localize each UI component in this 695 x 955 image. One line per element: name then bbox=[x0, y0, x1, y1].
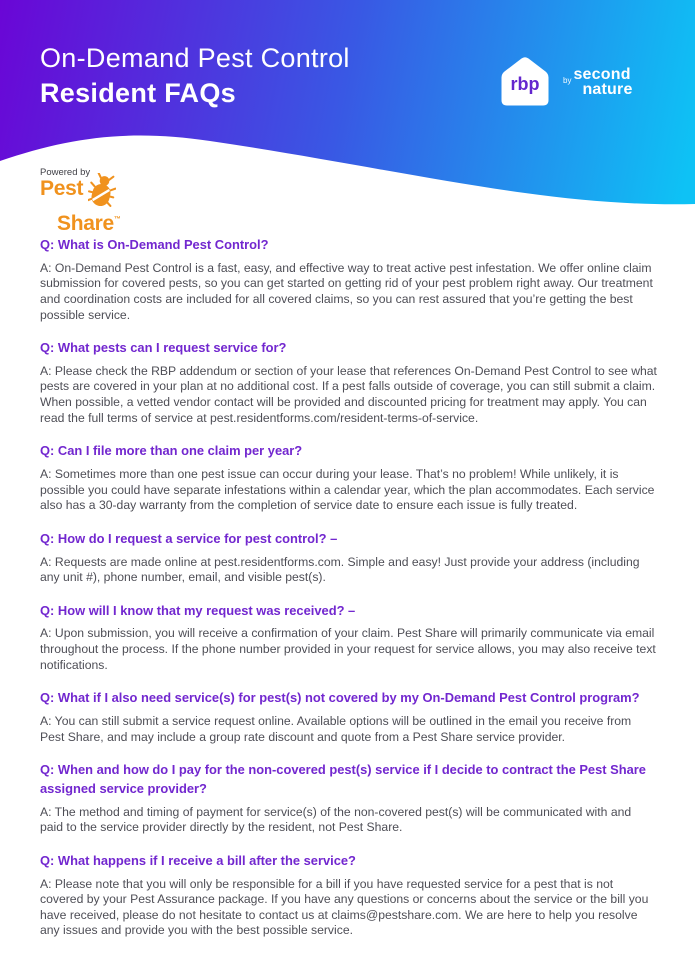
rbp-second-nature-logo bbox=[497, 52, 633, 112]
faq-answer: A: Sometimes more than one pest issue can occur during your lease. That’s no problem! While unlikely, it is possible you could have separate infestations within a calendar year, which the plan accommodates. Each service also has a 30-day warranty from the completion of service date to ensure each issue is fully treated. bbox=[40, 466, 655, 513]
pestshare-word-pest: Pest bbox=[40, 177, 84, 200]
byline-by: by bbox=[563, 75, 572, 85]
faq-question: Q: What pests can I request service for? bbox=[40, 340, 287, 356]
beetle-icon bbox=[88, 173, 116, 214]
trademark-symbol: ™ bbox=[113, 216, 121, 223]
second-nature-wordmark bbox=[563, 67, 633, 97]
page-title-line2: Resident FAQs bbox=[40, 77, 236, 108]
faq-answer: A: Please check the RBP addendum or section of your lease that references On-Demand Pest Control to see what pests are covered in your plan at no additional cost. If a pest falls outside of coverage, you can still submit a claim. When possible, a vetted vendor contact will be provided and discounted pricing for treatment may apply. You can read the full terms of service at pest.residentforms.com/resident-terms-of-service. bbox=[40, 363, 657, 425]
faq-question: Q: Can I file more than one claim per year? bbox=[40, 443, 303, 459]
faq-list bbox=[40, 236, 657, 955]
byline-nature: nature bbox=[582, 81, 633, 98]
faq-question: Q: What happens if I receive a bill after the service? bbox=[40, 852, 356, 868]
pestshare-word-share: Share bbox=[57, 212, 114, 235]
faq-answer: A: You can still submit a service request online. Available options will be outlined in the email you receive from Pest Share, and may include a group rate discount and quote from a Pest Share service provider. bbox=[40, 713, 632, 744]
faq-question: Q: What is On-Demand Pest Control? bbox=[40, 237, 269, 252]
faq-answer: A: The method and timing of payment for service(s) of the non-covered pest(s) will be communicated with and paid to the service provider directly by the resident, not Pest Share. bbox=[40, 804, 632, 835]
faq-question: Q: How will I know that my request was received? – bbox=[40, 602, 356, 618]
powered-by-label: Powered by bbox=[40, 167, 91, 178]
page-title-line1: On-Demand Pest Control bbox=[40, 43, 350, 73]
faq-question: Q: When and how do I pay for the non-covered pest(s) service if I decide to contract the Pest Share assigned service provider? bbox=[40, 762, 646, 796]
pestshare-logo bbox=[40, 167, 170, 234]
page-title bbox=[40, 42, 350, 111]
byline-second: second bbox=[573, 65, 631, 83]
faq-answer: A: Upon submission, you will receive a confirmation of your claim. Pest Share will primarily communicate via email throughout the process. If the phone number provided in your request for service allows, you may also receive text notifications. bbox=[40, 626, 656, 672]
faq-question: Q: How do I request a service for pest control? – bbox=[40, 530, 338, 546]
rbp-logo-icon bbox=[497, 52, 553, 112]
faq-answer: A: On-Demand Pest Control is a fast, easy, and effective way to treat active pest infestation. We offer online claim submission for covered pests, so you can get started on getting rid of your pest problem right away. Our treatment and coordination costs are included for all covered claims, so you can rest assured that you’re getting the best possible service. bbox=[40, 260, 653, 322]
faq-question: Q: What if I also need service(s) for pest(s) not covered by my On-Demand Pest Control program? bbox=[40, 690, 640, 706]
rbp-logo-text: rbp bbox=[510, 74, 540, 94]
faq-answer: A: Please note that you will only be responsible for a bill if you have requested service for a pest that is not covered by your Pest Assurance package. If you have any questions or concerns about the service or the bill you have received, please do not hesitate to contact us at claims@pestshare.com. We are here to help you resolve any issues and provide you with the best possible service. bbox=[40, 876, 649, 938]
faq-answer: A: Requests are made online at pest.residentforms.com. Simple and easy! Just provide your address (including any unit #), phone number, email, and visible pest(s). bbox=[40, 554, 640, 585]
